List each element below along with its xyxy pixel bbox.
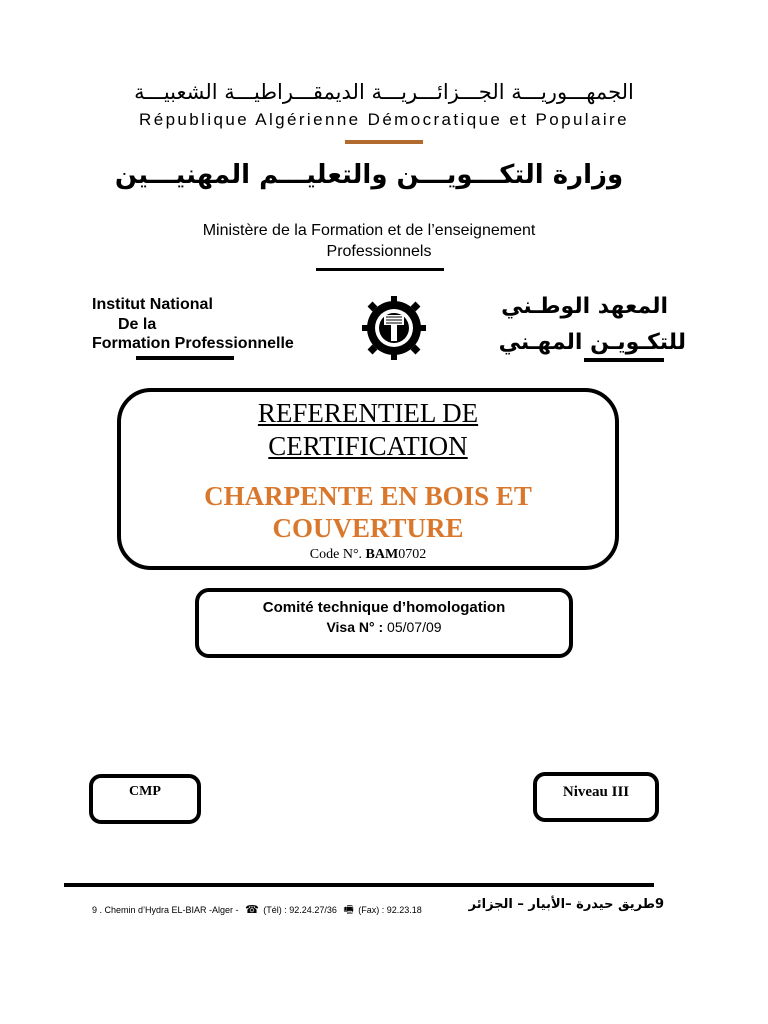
institute-fr-line3: Formation Professionnelle (92, 335, 294, 352)
footer-fax: (Fax) : 92.23.18 (358, 905, 422, 915)
trade-title-line1: CHARPENTE EN BOIS ET (204, 481, 532, 511)
french-ministry-line1: Ministère de la Formation et de l’enseignement (202, 222, 536, 239)
footer-address: 9 . Chemin d’Hydra EL-BIAR -Alger - (92, 905, 239, 915)
code-prefix: BAM (365, 547, 399, 562)
french-republic-title: République Algérienne Démocratique et Populaire (139, 110, 629, 129)
phone-icon: ☎ (245, 904, 259, 916)
footer-arabic-address: 9طريق حيدرة –الأبيار – الجزائر (468, 897, 664, 912)
fax-icon: 🖷 (343, 904, 354, 916)
institute-fr-line1: Institut National (92, 296, 213, 313)
trade-title-line2: COUVERTURE (272, 513, 464, 543)
visa-label: Visa N° : (326, 619, 384, 635)
arabic-ministry-title: وزارة التكـــويـــن والتعليـــم المهنيـــين (114, 160, 624, 190)
institute-ar-underline (584, 358, 664, 362)
title-line1: REFERENTIEL DE (257, 398, 479, 428)
institute-ar-line2: للتكـويـن المهـني (498, 330, 686, 355)
code-label: Code N°. (309, 547, 363, 562)
footer-tel: (Tél) : 92.24.27/36 (263, 905, 337, 915)
visa-value: 05/07/09 (387, 619, 442, 635)
footer-contact (92, 901, 422, 920)
code-digits: 0702 (398, 547, 427, 562)
institute-ar-line1: المعهد الوطـني (501, 294, 668, 319)
level-tag-label: Niveau III (562, 784, 630, 800)
institute-fr-line2: De la (118, 316, 157, 333)
french-ministry-line2: Professionnels (326, 243, 432, 260)
title-line2: CERTIFICATION (268, 431, 468, 461)
ministry-underline (316, 268, 444, 271)
committee-title: Comité technique d’homologation (262, 599, 506, 616)
code-number (117, 547, 619, 563)
footer-divider (64, 883, 654, 887)
arabic-republic-title: الجمهـــوريـــة الجـــزائـــريـــة الديمقـــراطيـــة الشعبيـــة (134, 80, 634, 104)
institute-fr-underline (136, 356, 234, 360)
visa-line (195, 619, 573, 635)
institute-gear-logo (354, 293, 434, 363)
cmp-tag-label: CMP (129, 784, 161, 799)
header-divider (345, 140, 423, 144)
